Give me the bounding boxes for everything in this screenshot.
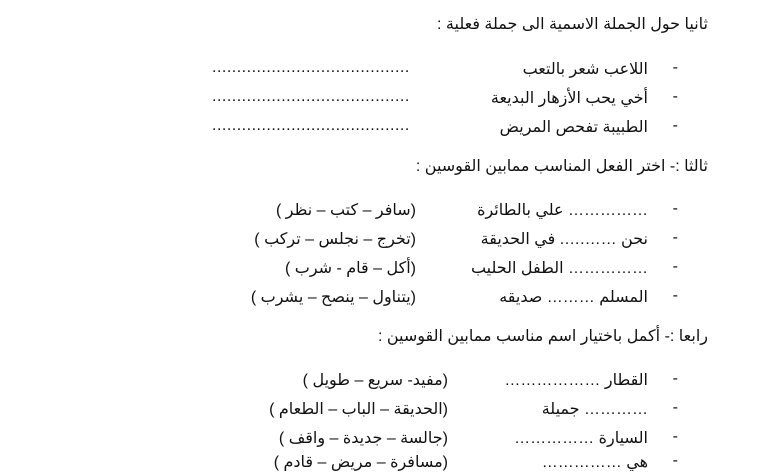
item-options: (سافر – كتب – نظر ) (276, 202, 416, 219)
bullet-dash: - (672, 88, 678, 105)
bullet-dash: - (672, 428, 678, 445)
item-sentence: اللاعب شعر بالتعب (522, 61, 648, 78)
section3-heading: ثالثا :- اختر الفعل المناسب ممابين القوسين : (415, 158, 708, 175)
bullet-dash: - (672, 399, 678, 416)
answer-blank: ........................................ (212, 88, 410, 105)
answer-blank: ........................................ (212, 59, 410, 76)
bullet-dash: - (672, 452, 678, 469)
item-sentence: السيارة …………… (514, 430, 648, 447)
item-sentence: أخي يحب الأزهار البديعة (490, 90, 648, 107)
list-item (0, 258, 780, 280)
bullet-dash: - (672, 229, 678, 246)
bullet-dash: - (672, 258, 678, 275)
item-options: (جالسة – جديدة – واقف ) (278, 430, 448, 447)
bullet-dash: - (672, 200, 678, 217)
answer-blank: ........................................ (212, 117, 410, 134)
item-options: (يتناول – ينصح – يشرب ) (250, 289, 416, 306)
list-item (0, 117, 780, 139)
section4-heading: رابعا :- أكمل باختيار اسم مناسب ممابين القوسين : (377, 328, 708, 345)
item-sentence: …………… الطفل الحليب (470, 260, 648, 277)
bullet-dash: - (672, 59, 678, 76)
list-item (0, 88, 780, 110)
item-options: (تخرج – نجلس – تركب ) (254, 231, 416, 248)
list-item (0, 370, 780, 392)
list-item (0, 200, 780, 222)
list-item (0, 452, 780, 474)
item-sentence: المسلم ……… صديقه (499, 289, 648, 306)
item-sentence: هي …………… (541, 454, 648, 471)
list-item (0, 399, 780, 421)
item-sentence: …………… علي بالطائرة (477, 202, 648, 219)
item-sentence: نحن …….…. في الحديقة (480, 231, 648, 248)
bullet-dash: - (672, 287, 678, 304)
bullet-dash: - (672, 117, 678, 134)
list-item (0, 428, 780, 450)
list-item (0, 229, 780, 251)
item-options: (مسافرة – مريض – قادم ) (273, 454, 448, 471)
item-options: (أكل – قام - شرب ) (284, 260, 416, 277)
item-options: (مفيد- سريع – طويل ) (302, 372, 448, 389)
list-item (0, 287, 780, 309)
item-sentence: القطار ……………… (504, 372, 648, 389)
bullet-dash: - (672, 370, 678, 387)
item-sentence: ………… جميلة (541, 401, 648, 418)
item-sentence: الطبيبة تفحص المريض (499, 119, 648, 136)
item-options: (الحديقة – الباب – الطعام ) (269, 401, 448, 418)
list-item (0, 59, 780, 81)
section2-heading: ثانيا حول الجملة الاسمية الى جملة فعلية : (437, 16, 708, 33)
